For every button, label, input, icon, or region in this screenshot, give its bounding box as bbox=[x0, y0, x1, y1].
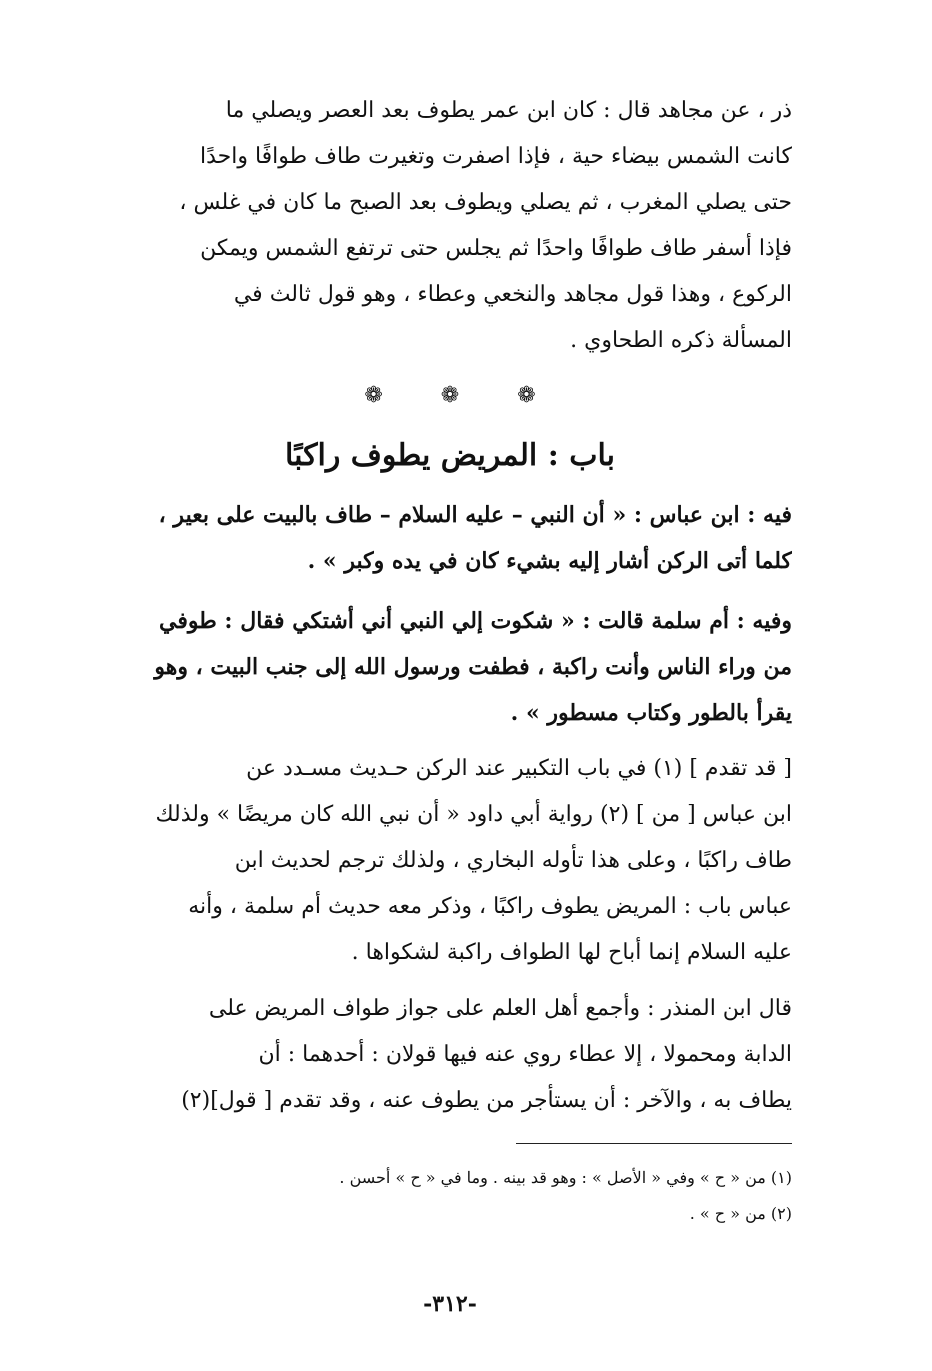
paragraph-line: كلما أتى الركن أشار إليه بشيء كان في يده وكبر » . bbox=[307, 548, 792, 574]
paragraph-line: كانت الشمس بيضاء حية ، فإذا اصفرت وتغيرت طاف طوافًا واحدًا bbox=[199, 144, 792, 169]
paragraph-line: ابن عباس [ من ] (٢) رواية أبي داود « أن نبي الله كان مريضًا » ولذلك bbox=[155, 802, 792, 827]
paragraph-line: [ قد تقدم ] (١) في باب التكبير عند الركن حـديث مسـدد عن bbox=[246, 756, 792, 781]
paragraph-line: المسألة ذكره الطحاوي . bbox=[570, 328, 792, 353]
paragraph-1 bbox=[108, 88, 792, 364]
paragraph-line: عليه السلام إنما أباح لها الطواف راكبة لشكواها . bbox=[351, 940, 792, 965]
footnote-divider bbox=[516, 1143, 792, 1144]
paragraph-line: الدابة ومحمولا ، إلا عطاء روي عنه فيها قولان : أحدهما : أن bbox=[258, 1042, 792, 1067]
paragraph-line: من وراء الناس وأنت راكبة ، فطفت ورسول الله إلى جنب البيت ، وهو bbox=[154, 654, 792, 680]
paragraph-line: قال ابن المنذر : وأجمع أهل العلم على جواز طواف المريض على bbox=[208, 996, 792, 1021]
footnote: (٢) من « ح » . bbox=[689, 1204, 792, 1223]
paragraph-2 bbox=[108, 492, 792, 584]
footnote: (١) من « ح » وفي « الأصل » : وهو قد بينه . وما في « ح » أحسن . bbox=[339, 1168, 792, 1187]
separator-star-icon: ❁ bbox=[517, 383, 536, 408]
paragraph-line: فيه : ابن عباس : « أن النبي – عليه السلام – طاف بالبيت على بعير ، bbox=[158, 502, 792, 528]
footnotes bbox=[108, 1160, 792, 1232]
paragraph-5 bbox=[108, 986, 792, 1124]
paragraph-line: ذر ، عن مجاهد قال : كان ابن عمر يطوف بعد العصر ويصلي ما bbox=[225, 98, 792, 123]
chapter-heading: باب : المريض يطوف راكبًا bbox=[285, 438, 615, 473]
paragraph-line: يطاف به ، والآخر : أن يستأجر من يطوف عنه ، وقد تقدم [ قول](٢) bbox=[181, 1088, 792, 1113]
paragraph-4 bbox=[108, 746, 792, 976]
separator-star-icon: ❁ bbox=[440, 383, 460, 408]
paragraph-line: فإذا أسفر طاف طوافًا واحدًا ثم يجلس حتى ترتفع الشمس ويمكن bbox=[200, 236, 792, 261]
separator-star-icon: ❁ bbox=[364, 383, 383, 408]
paragraph-line: عباس باب : المريض يطوف راكبًا ، وذكر معه حديث أم سلمة ، وأنه bbox=[188, 894, 792, 919]
paragraph-line: وفيه : أم سلمة قالت : « شكوت إلي النبي أني أشتكي فقال : طوفي bbox=[159, 608, 792, 634]
paragraph-3 bbox=[108, 598, 792, 736]
paragraph-line: يقرأ بالطور وكتاب مسطور » . bbox=[510, 700, 792, 726]
section-separator bbox=[108, 378, 792, 414]
page-number: -٣١٢- bbox=[423, 1291, 477, 1317]
paragraph-line: حتى يصلي المغرب ، ثم يصلي ويطوف بعد الصبح ما كان في غلس ، bbox=[179, 190, 792, 215]
paragraph-line: طاف راكبًا ، وعلى هذا تأوله البخاري ، ولذلك ترجم لحديث ابن bbox=[234, 848, 792, 873]
paragraph-line: الركوع ، وهذا قول مجاهد والنخعي وعطاء ، وهو قول ثالث في bbox=[233, 282, 792, 307]
